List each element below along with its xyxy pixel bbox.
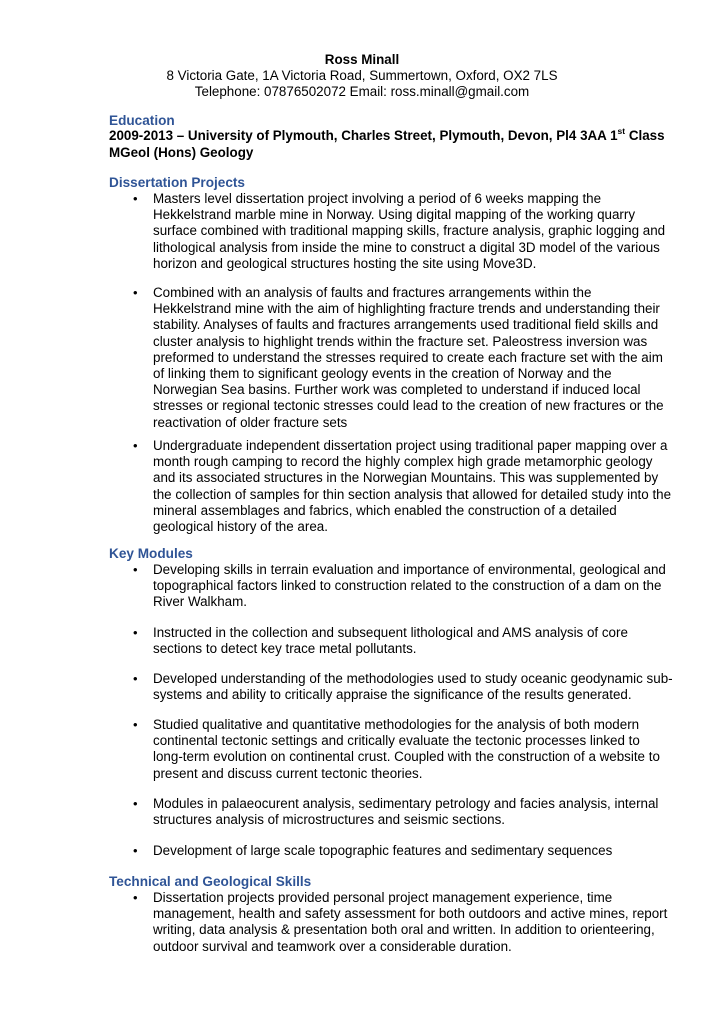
bullet-marker: • (133, 671, 138, 686)
bullet-marker: • (133, 438, 138, 453)
bullet-marker: • (133, 191, 138, 206)
bullet-marker: • (133, 285, 138, 300)
module-item-terrain: Developing skills in terrain evaluation and importance of environmental, geological and topographical factors linked to construction related to the construction of a dam on the River Walkham. (153, 562, 666, 610)
module-item-core-analysis: Instructed in the collection and subsequent lithological and AMS analysis of core sections to detect key trace metal pollutants. (153, 625, 628, 657)
dissertation-heading: Dissertation Projects (109, 175, 245, 190)
module-item-tectonics: Studied qualitative and quantitative methodologies for the analysis of both modern continental tectonic settings and critically evaluate the tectonic processes linked to long-term evolution on continental crust. Coupled with the construction of a website to present and discuss current tectonic theories. (153, 717, 660, 781)
bullet-marker: • (133, 717, 138, 732)
education-degree-line (109, 125, 665, 144)
education-class-label: Class (625, 128, 665, 143)
bullet-marker: • (133, 625, 138, 640)
education-heading: Education (109, 113, 175, 128)
candidate-contact: Telephone: 07876502072 Email: ross.minall@gmail.com (194, 84, 530, 99)
skills-heading: Technical and Geological Skills (109, 874, 312, 889)
module-item-geodynamics: Developed understanding of the methodologies used to study oceanic geodynamic sub- systems and ability to critically appraise the significance of the results generated. (153, 671, 673, 703)
dissertation-item-masters: Masters level dissertation project involving a period of 6 weeks mapping the Hekkelstrand marble mine in Norway. Using digital mapping of the working quarry surface combined with traditional mapping skills, fracture analysis, graphic logging and lithological analysis from inside the mine to construct a digital 3D model of the various horizon and geological structures hosting the site using Move3D. (153, 191, 666, 271)
dissertation-item-fractures: Combined with an analysis of faults and fractures arrangements within the Hekkelstrand mine with the aim of highlighting fracture trends and understanding their stability. Analyses of faults and fractures arrangements used traditional field skills and cluster analysis to highlight trends within the fracture set. Paleostress inversion was preformed to understand the stresses required to create each fracture set with the aim of linking them to significant geology events in the creation of Norway and the Norwegian Sea basins. Further work was completed to understand if induced local stresses or regional tectonic stresses could lead to the creation of new fractures or the reactivation of older fracture sets (153, 285, 664, 430)
module-item-palaeocurrent: Modules in palaeocurent analysis, sedimentary petrology and facies analysis, internal structures analysis of microstructures and seismic sections. (153, 796, 659, 828)
skills-item-project-management: Dissertation projects provided personal project management experience, time management, health and safety assessment for both outdoors and active mines, report writing, data analysis & presentation both oral and written. In addition to orienteering, outdoor survival and teamwork over a considerable duration. (153, 890, 668, 954)
bullet-marker: • (133, 843, 138, 858)
education-degree-title: MGeol (Hons) Geology (109, 145, 254, 160)
education-institution: 2009-2013 – University of Plymouth, Charles Street, Plymouth, Devon, Pl4 3AA 1 (109, 128, 618, 143)
candidate-address: 8 Victoria Gate, 1A Victoria Road, Summertown, Oxford, OX2 7LS (166, 68, 558, 83)
bullet-marker: • (133, 796, 138, 811)
education-class-suffix: st (617, 125, 626, 136)
dissertation-item-undergraduate: Undergraduate independent dissertation project using traditional paper mapping over a month rough camping to record the highly complex high grade metamorphic geology and its associated structures in the Norwegian Mountains. This was supplemented by the collection of samples for thin section analysis that allowed for detailed study into the mineral assemblages and fabrics, which enabled the construction of a detailed geological history of the area. (153, 438, 672, 535)
bullet-marker: • (133, 890, 138, 905)
bullet-marker: • (133, 562, 138, 577)
module-item-topographic: Development of large scale topographic features and sedimentary sequences (153, 843, 613, 858)
cv-header (0, 52, 724, 100)
modules-heading: Key Modules (109, 546, 193, 561)
candidate-name: Ross Minall (324, 52, 400, 67)
